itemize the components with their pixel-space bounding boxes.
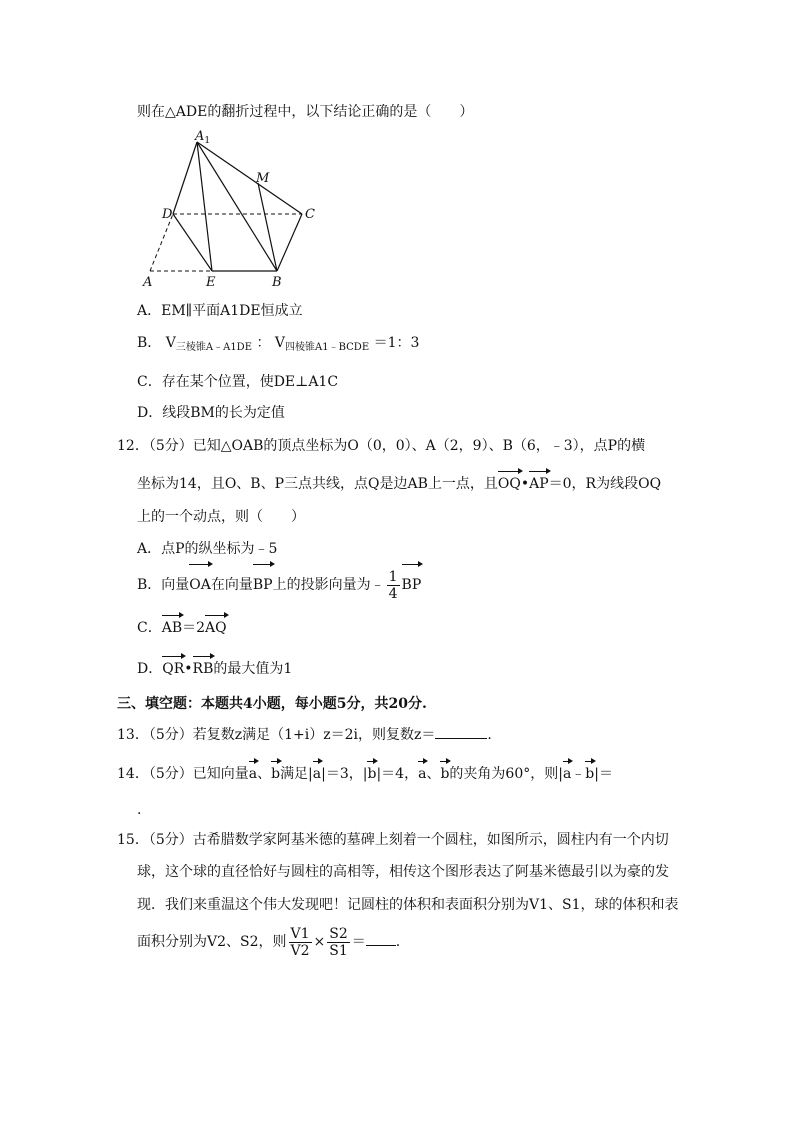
label-d: D: [162, 207, 173, 222]
q13: 13．（5分）若复数z满足（1+i）z＝2i，则复数z＝ .: [117, 727, 492, 743]
fraction-s2-s1: $\frac{S2}{S1}$: [329, 925, 348, 959]
edge-a1-d: [173, 142, 197, 214]
q11-option-c: C．存在某个位置，使DE⊥A1C: [137, 374, 339, 390]
q12-option-a: A．点P的纵坐标为﹣5: [137, 541, 278, 557]
q15-line4: 面积分别为V2、S2，则 $\frac{V1}{V2}$ × $\frac{S2}{S1}$ ＝ .: [137, 925, 401, 959]
edge-a1-c: [197, 142, 302, 214]
q15-line1: 15．（5分）古希腊数学家阿基米德的墓碑上刻着一个圆柱，如图所示，圆柱内有一个内切: [117, 832, 669, 848]
q11-stem: 则在△ADE的翻折过程中，以下结论正确的是（ ）: [137, 104, 474, 120]
vector-a: a: [248, 766, 258, 782]
vector-ap: AP: [529, 476, 549, 492]
vector-qr: QR: [162, 661, 185, 677]
edge-a1-b: [197, 142, 277, 271]
q12-line2: 坐标为14，且O、B、P三点共线，点Q是边AB上一点，且OQ•AP＝0，R为线段OQ: [137, 476, 662, 492]
fraction-v1-v2: $\frac{V1}{V2}$: [290, 925, 310, 959]
q12-option-b: B．向量OA在向量BP上的投影向量为﹣ $\frac{1}{4}$ BP: [137, 568, 422, 602]
edge-b-c: [277, 214, 302, 271]
vector-rb: RB: [192, 661, 214, 677]
fraction-one-quarter: $\frac{1}{4}$: [388, 568, 398, 602]
q12-line1: 12．（5分）已知△OAB的顶点坐标为O（0，0）、A（2，9）、B（6，﹣3），点P的横: [117, 438, 646, 454]
section-heading: 三、填空题：本题共4小题，每小题5分，共20分.: [117, 696, 427, 712]
label-e: E: [206, 275, 216, 290]
label-a1: $A_1$: [195, 129, 211, 146]
vector-oa: OA: [189, 567, 211, 603]
vector-bp: BP: [253, 567, 273, 603]
q11-option-b: B． $V_{三棱锥A﹣A1DE}$ ： $V_{四棱锥A1﹣BCDE} =1$：3: [137, 335, 420, 353]
q12-option-d: D．QR•RB的最大值为1: [137, 661, 293, 677]
label-m: M: [256, 171, 270, 186]
vector-aq: AQ: [205, 620, 227, 636]
edge-m-b: [258, 183, 277, 271]
vector-bp-2: BP: [402, 567, 422, 603]
q11-option-a: A．EM∥平面A1DE恒成立: [137, 303, 303, 319]
vector-oq: OQ: [497, 476, 521, 492]
q12-line3: 上的一个动点，则（ ）: [137, 509, 305, 525]
edge-a-d: [150, 214, 173, 271]
q15-line2: 球，这个球的直径恰好与圆柱的高相等，相传这个图形表达了阿基米德最引以为豪的发: [137, 864, 669, 880]
label-c: C: [305, 207, 315, 222]
q14-line1: 14．（5分）已知向量a、b满足|a|＝3，|b|＝4，a、b的夹角为60°，则|a﹣b|＝: [117, 766, 613, 782]
answer-blank: [366, 932, 396, 946]
vector-b: b: [271, 766, 281, 782]
vector-ab: AB: [161, 620, 183, 636]
answer-blank: [435, 725, 487, 739]
q11-option-d: D．线段BM的长为定值: [137, 405, 285, 421]
label-a: A: [143, 275, 153, 290]
q11-geometry-figure: [140, 128, 330, 293]
q12-option-c: C．AB＝2AQ: [137, 620, 227, 636]
q15-line3: 现．我们来重温这个伟大发现吧！记圆柱的体积和表面积分别为V1、S1，球的体积和表: [137, 897, 679, 913]
label-b: B: [272, 275, 282, 290]
q14-line2: .: [137, 802, 142, 818]
